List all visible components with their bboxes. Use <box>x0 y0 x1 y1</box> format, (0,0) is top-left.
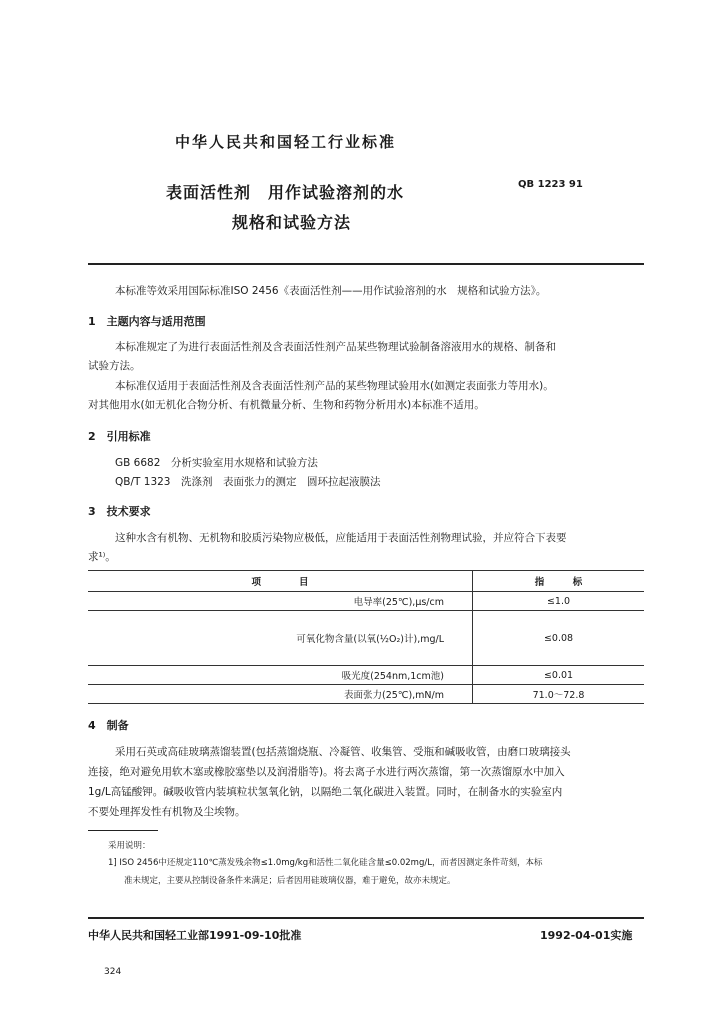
section-1-p1-line1: 本标准规定了为进行表面活性剂及含表面活性剂产品某些物理试验制备溶液用水的规格、制备和 <box>115 341 556 353</box>
issuing-body: 中华人民共和国轻工行业标准 <box>175 133 397 151</box>
section-2-heading: 2 引用标准 <box>88 430 151 443</box>
row-item: 可氧化物含量(以氧(½O₂)计),mg/L <box>88 611 473 666</box>
section-1-heading: 1 主题内容与适用范围 <box>88 315 206 328</box>
table-header-row <box>88 571 644 592</box>
section-3-p1-line1: 这种水含有机物、无机物和胶质污染物应极低，应能适用于表面活性剂物理试验，并应符合下表要 <box>115 532 567 544</box>
section-4-heading: 4 制备 <box>88 719 129 732</box>
title-line-1: 表面活性剂 用作试验溶剂的水 <box>166 183 405 202</box>
footnote-line-2: 准未规定，主要从控制设备条件来满足；后者因用硅玻璃仪器，难于避免，故亦未规定。 <box>124 876 456 886</box>
section-4-p1-line1: 采用石英或高硅玻璃蒸馏装置(包括蒸馏烧瓶、冷凝管、收集管、受瓶和碱吸收管，由磨口玻璃接头 <box>115 746 571 758</box>
header-rule <box>88 263 644 265</box>
page-number: 324 <box>104 967 122 977</box>
title-line-2: 规格和试验方法 <box>232 213 352 232</box>
row-value: ≤0.01 <box>473 666 645 685</box>
footnote-line-1: 1] ISO 2456中还规定110℃蒸发残余物≤1.0mg/kg和活性二氧化硅含量≤0.02mg/L，而者因测定条件苛刻，本标 <box>108 858 543 868</box>
footnote-rule <box>88 830 158 831</box>
section-4-p1-line2: 连接，绝对避免用软木塞或橡胶塞垫以及润滑脂等)。将去离子水进行两次蒸馏，第一次蒸馏原水中加入 <box>88 766 565 778</box>
footer-rule <box>88 917 644 919</box>
footnote-label: 采用说明： <box>108 841 151 851</box>
section-1-p2-line1: 本标准仅适用于表面活性剂及含表面活性剂产品的某些物理试验用水(如测定表面张力等用水)。 <box>115 380 554 392</box>
intro-paragraph: 本标准等效采用国际标准ISO 2456《表面活性剂——用作试验溶剂的水 规格和试验方法》。 <box>115 285 547 297</box>
section-4-p1-line4: 不要处理挥发性有机物及尘埃物。 <box>88 806 246 818</box>
row-item: 吸光度(254nm,1cm池) <box>88 666 473 685</box>
column-header-item: 项 目 <box>88 571 473 592</box>
reference-gb6682: GB 6682 分析实验室用水规格和试验方法 <box>115 457 318 469</box>
section-3-p1-line2: 求¹⁾。 <box>88 551 116 563</box>
row-value: 71.0～72.8 <box>473 685 645 704</box>
approval-date: 中华人民共和国轻工业部1991-09-10批准 <box>88 929 302 942</box>
reference-qbt1323: QB/T 1323 洗涤剂 表面张力的测定 圆环拉起液膜法 <box>115 476 381 488</box>
table-row <box>88 611 644 666</box>
section-3-heading: 3 技术要求 <box>88 505 151 518</box>
table-row <box>88 685 644 704</box>
row-value: ≤1.0 <box>473 592 645 611</box>
table-row <box>88 666 644 685</box>
row-item: 电导率(25℃),μs/cm <box>88 592 473 611</box>
standard-code: QB 1223 91 <box>518 179 583 190</box>
row-item: 表面张力(25℃),mN/m <box>88 685 473 704</box>
section-1-p1-line2: 试验方法。 <box>88 360 141 372</box>
section-1-p2-line2: 对其他用水(如无机化合物分析、有机微量分析、生物和药物分析用水)本标准不适用。 <box>88 399 485 411</box>
effective-date: 1992-04-01实施 <box>540 929 633 942</box>
column-header-index: 指 标 <box>473 571 645 592</box>
requirements-table <box>88 570 644 704</box>
section-4-p1-line3: 1g/L高锰酸钾。碱吸收管内装填粒状氢氧化钠，以隔绝二氧化碳进入装置。同时，在制备水的实验室内 <box>88 786 563 798</box>
row-value: ≤0.08 <box>473 611 645 666</box>
table-row <box>88 592 644 611</box>
